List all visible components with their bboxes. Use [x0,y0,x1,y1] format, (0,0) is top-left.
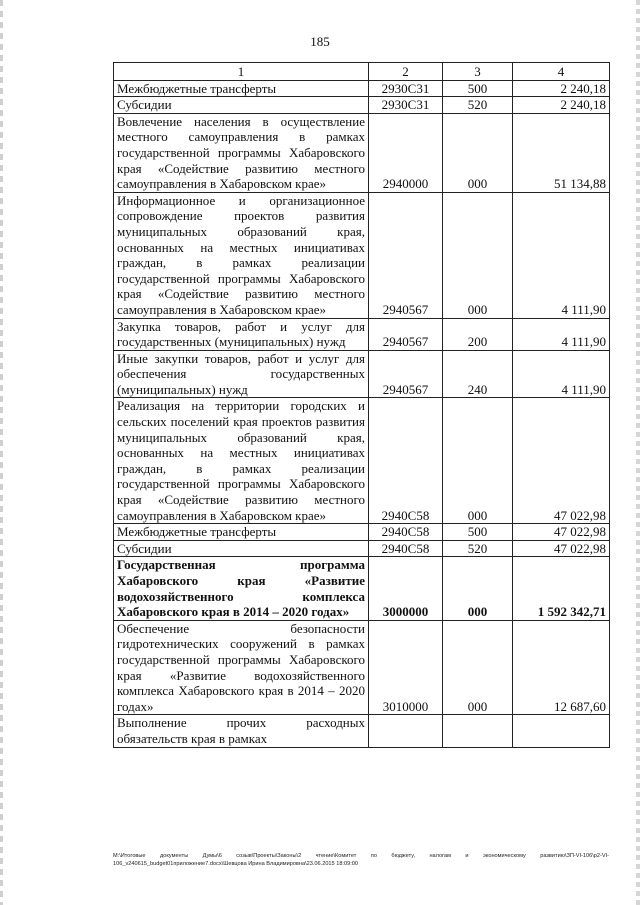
row-name-cell: Закупка товаров, работ и услуг для государственных (муниципальных) нужд [114,318,369,350]
footer-file-path: M:\Итоговые документы Думы\6 созыв\Проекты\Законы\2 чтение\Комитет по бюджету, налогам и экономическому развитию\ЗП-VI-106\р2-VI-106_v240615_budget01приложение7.docx\Шевцова Ирина Владимировна\23.06.2015 18:09:00 [113,853,609,867]
row-name-cell: Межбюджетные трансферты [114,524,369,541]
row-name-cell: Субсидии [114,97,369,114]
row-kind-cell: 520 [443,97,513,114]
row-sum-cell: 12 687,60 [513,620,610,715]
row-code-cell: 2940567 [369,350,443,398]
row-sum-cell: 2 240,18 [513,80,610,97]
row-name-cell: Государственная программа Хабаровского края «Развитие водохозяйственного комплекса Хабаровского края в 2014 – 2020 годах» [114,557,369,620]
row-sum-cell: 4 111,90 [513,192,610,318]
row-code-cell: 2940567 [369,318,443,350]
row-sum-cell: 47 022,98 [513,540,610,557]
scan-edge-left [0,0,3,905]
scan-edge-right [636,0,640,905]
row-kind-cell: 240 [443,350,513,398]
row-sum-cell: 2 240,18 [513,97,610,114]
table-row [114,524,610,541]
table-row [114,97,610,114]
table-row [114,620,610,715]
row-code-cell: 2940С58 [369,398,443,524]
row-kind-cell: 200 [443,318,513,350]
row-name-cell: Выполнение прочих расходных обязательств края в рамках [114,715,369,747]
table-row [114,350,610,398]
row-sum-cell: 47 022,98 [513,398,610,524]
page-number: 185 [310,34,330,49]
row-sum-cell [513,715,610,747]
row-name-cell: Информационное и организационное сопровождение проектов развития муниципальных образований края, основанных на местных инициативах граждан, в рамках реализации государственной программы Хабаровского края «Содействие развитию местного самоуправления в Хабаровском крае» [114,192,369,318]
row-sum-cell: 4 111,90 [513,318,610,350]
row-code-cell: 2940567 [369,192,443,318]
row-kind-cell: 000 [443,620,513,715]
row-name-cell: Межбюджетные трансферты [114,80,369,97]
table-row [114,80,610,97]
header-col-1: 1 [114,63,369,81]
table-header-row [114,63,610,81]
row-name-cell: Субсидии [114,540,369,557]
row-sum-cell: 4 111,90 [513,350,610,398]
row-name-cell: Реализация на территории городских и сельских поселений края проектов развития муниципальных образований края, основанных на местных инициативах граждан, в рамках реализации государственной программы Хабаровского края «Содействие развитию местного самоуправления в Хабаровском крае» [114,398,369,524]
row-sum-cell: 51 134,88 [513,113,610,192]
row-kind-cell [443,715,513,747]
row-kind-cell: 000 [443,398,513,524]
header-col-4: 4 [513,63,610,81]
row-code-cell: 3000000 [369,557,443,620]
row-name-cell: Вовлечение населения в осуществление местного самоуправления в рамках государственной программы Хабаровского края «Содействие развитию местного самоуправления в Хабаровском крае» [114,113,369,192]
row-code-cell: 2930С31 [369,97,443,114]
row-kind-cell: 500 [443,524,513,541]
table-row [114,318,610,350]
row-kind-cell: 000 [443,557,513,620]
table-row [114,715,610,747]
row-name-cell: Обеспечение безопасности гидротехнических сооружений в рамках государственной программы Хабаровского края «Развитие водохозяйственного комплекса Хабаровского края в 2014 – 2020 годах» [114,620,369,715]
row-sum-cell: 1 592 342,71 [513,557,610,620]
row-code-cell: 2940С58 [369,524,443,541]
row-code-cell [369,715,443,747]
row-code-cell: 2930С31 [369,80,443,97]
row-code-cell: 2940С58 [369,540,443,557]
row-kind-cell: 000 [443,192,513,318]
row-kind-cell: 000 [443,113,513,192]
budget-table [113,62,610,748]
row-kind-cell: 520 [443,540,513,557]
header-col-2: 2 [369,63,443,81]
row-code-cell: 2940000 [369,113,443,192]
table-row [114,557,610,620]
row-kind-cell: 500 [443,80,513,97]
table-row [114,113,610,192]
row-name-cell: Иные закупки товаров, работ и услуг для обеспечения государственных (муниципальных) нужд [114,350,369,398]
row-code-cell: 3010000 [369,620,443,715]
header-col-3: 3 [443,63,513,81]
table-row [114,398,610,524]
table-row [114,192,610,318]
table-body [114,80,610,747]
table-row [114,540,610,557]
row-sum-cell: 47 022,98 [513,524,610,541]
